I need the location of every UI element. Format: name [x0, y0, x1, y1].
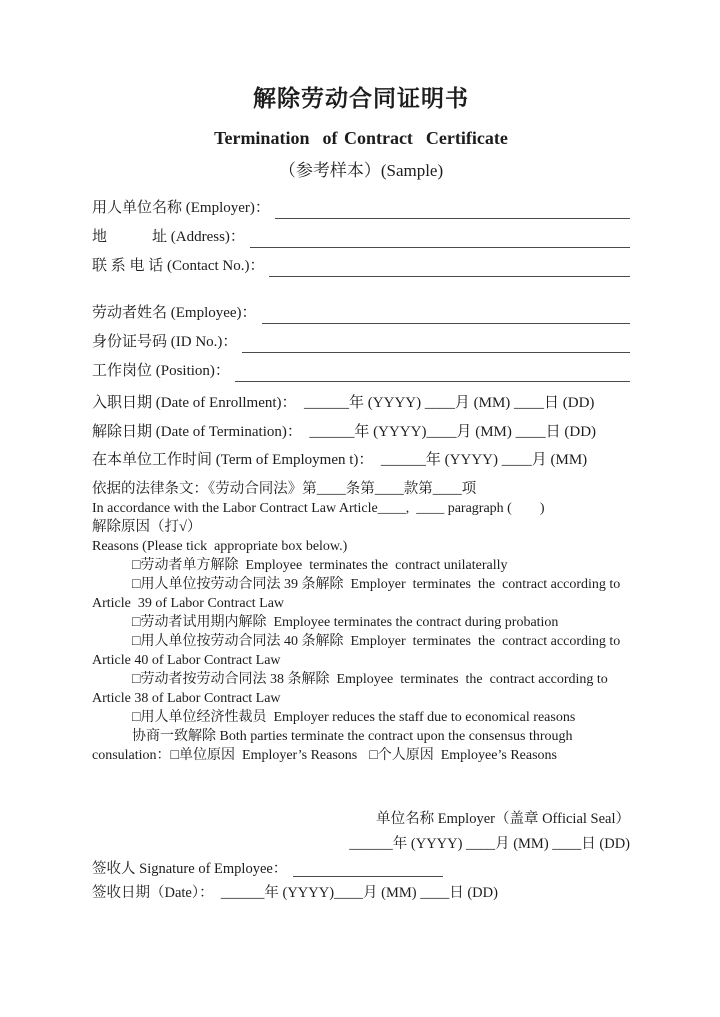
checkbox-icon[interactable]: □ — [132, 709, 141, 725]
checkbox-icon[interactable]: □ — [132, 633, 141, 649]
reason-item-consensus — [92, 727, 630, 765]
law-article-line-en: In accordance with the Labor Contract Law Article____, ____ paragraph ( ) — [92, 500, 545, 516]
reason-text: 用人单位按劳动合同法 40 条解除 Employer terminates the contract according to Article 40 of Labor Contract Law — [92, 633, 627, 668]
footer-section — [92, 807, 630, 905]
id-number-row — [92, 331, 630, 353]
reason-text: 劳动者单方解除 Employee terminates the contract unilaterally — [140, 557, 508, 573]
signature-row — [92, 857, 630, 881]
law-article-line-cn: 依据的法律条文：《劳动合同法》第____条第____款第____项 — [92, 480, 477, 497]
reasons-header-cn: 解除原因（打√） — [92, 518, 202, 535]
id-number-blank[interactable] — [242, 331, 630, 353]
reason-item-staff-reduction — [92, 708, 630, 727]
position-row — [92, 360, 630, 382]
consensus-employee-option: 个人原因 Employee’s Reasons — [377, 747, 557, 763]
contact-row — [92, 255, 630, 277]
reason-text: 劳动者试用期内解除 Employee terminates the contract during probation — [140, 614, 559, 630]
address-blank[interactable] — [250, 226, 630, 248]
employee-name-label: 劳动者姓名 (Employee)： — [92, 305, 257, 321]
signature-label: 签收人 Signature of Employee： — [92, 860, 288, 877]
signature-blank[interactable] — [293, 857, 443, 877]
checkbox-icon[interactable]: □ — [132, 614, 141, 630]
reason-item-probation — [92, 613, 630, 632]
checkbox-icon[interactable]: □ — [170, 747, 180, 763]
checkbox-icon[interactable]: □ — [369, 747, 378, 763]
sample-note: （参考样本）(Sample) — [278, 161, 444, 180]
employer-seal-line: 单位名称 Employer（盖章 Official Seal） — [376, 810, 630, 827]
employer-name-row — [92, 197, 630, 219]
address-label: 地 址 (Address)： — [92, 229, 245, 245]
legal-section — [92, 480, 630, 556]
reason-item-article-40 — [92, 632, 630, 670]
employer-name-label: 用人单位名称 (Employer)： — [92, 200, 270, 216]
employment-term-line: 在本单位工作时间 (Term of Employmen t)： ______年 (YYYY) ____月 (MM) — [92, 452, 588, 468]
position-blank[interactable] — [235, 360, 630, 382]
reason-item-article-39 — [92, 575, 630, 613]
termination-date-line: 解除日期 (Date of Termination)： ______年 (YYYY)____月 (MM) ____日 (DD) — [92, 423, 597, 440]
document-title-cn: 解除劳动合同证明书 — [253, 86, 469, 111]
consensus-employer-option: 单位原因 Employer’s Reasons — [179, 747, 358, 763]
id-number-label: 身份证号码 (ID No.)： — [92, 334, 238, 350]
checkbox-icon[interactable]: □ — [132, 557, 141, 573]
contact-blank[interactable] — [269, 255, 630, 277]
reason-item-unilateral — [92, 556, 630, 575]
consensus-prefix: 协商一致解除 Both parties terminate the contract upon the consensus through consulation： — [92, 728, 577, 763]
reason-item-article-38 — [92, 670, 630, 708]
employee-section — [92, 302, 630, 382]
employer-seal-date-line: ______年 (YYYY) ____月 (MM) ____日 (DD) — [349, 835, 630, 852]
receipt-date-line: 签收日期（Date）： ______年 (YYYY)____月 (MM) ____日 (DD) — [92, 884, 498, 901]
address-row — [92, 226, 630, 248]
reason-text: 劳动者按劳动合同法 38 条解除 Employee terminates the contract according to Article 38 of Labor Contract Law — [92, 671, 615, 706]
reason-text: 用人单位经济性裁员 Employer reduces the staff due to economical reasons — [140, 709, 576, 725]
dates-section — [92, 389, 630, 475]
contact-label: 联 系 电 话 (Contact No.)： — [92, 258, 265, 274]
reasons-list — [92, 556, 630, 765]
reason-text: 用人单位按劳动合同法 39 条解除 Employer terminates the contract according to Article 39 of Labor Contract Law — [92, 576, 627, 611]
employee-name-row — [92, 302, 630, 324]
position-label: 工作岗位 (Position)： — [92, 363, 230, 379]
checkbox-icon[interactable]: □ — [132, 671, 141, 687]
document-title-en: Termination of Contract Certificate — [214, 128, 508, 148]
reasons-header-en: Reasons (Please tick appropriate box below.) — [92, 538, 348, 554]
employer-section — [92, 197, 630, 277]
enrollment-date-line: 入职日期 (Date of Enrollment)： ______年 (YYYY) ____月 (MM) ____日 (DD) — [92, 395, 595, 411]
checkbox-icon[interactable]: □ — [132, 576, 141, 592]
employer-name-blank[interactable] — [275, 197, 630, 219]
employee-name-blank[interactable] — [262, 302, 630, 324]
